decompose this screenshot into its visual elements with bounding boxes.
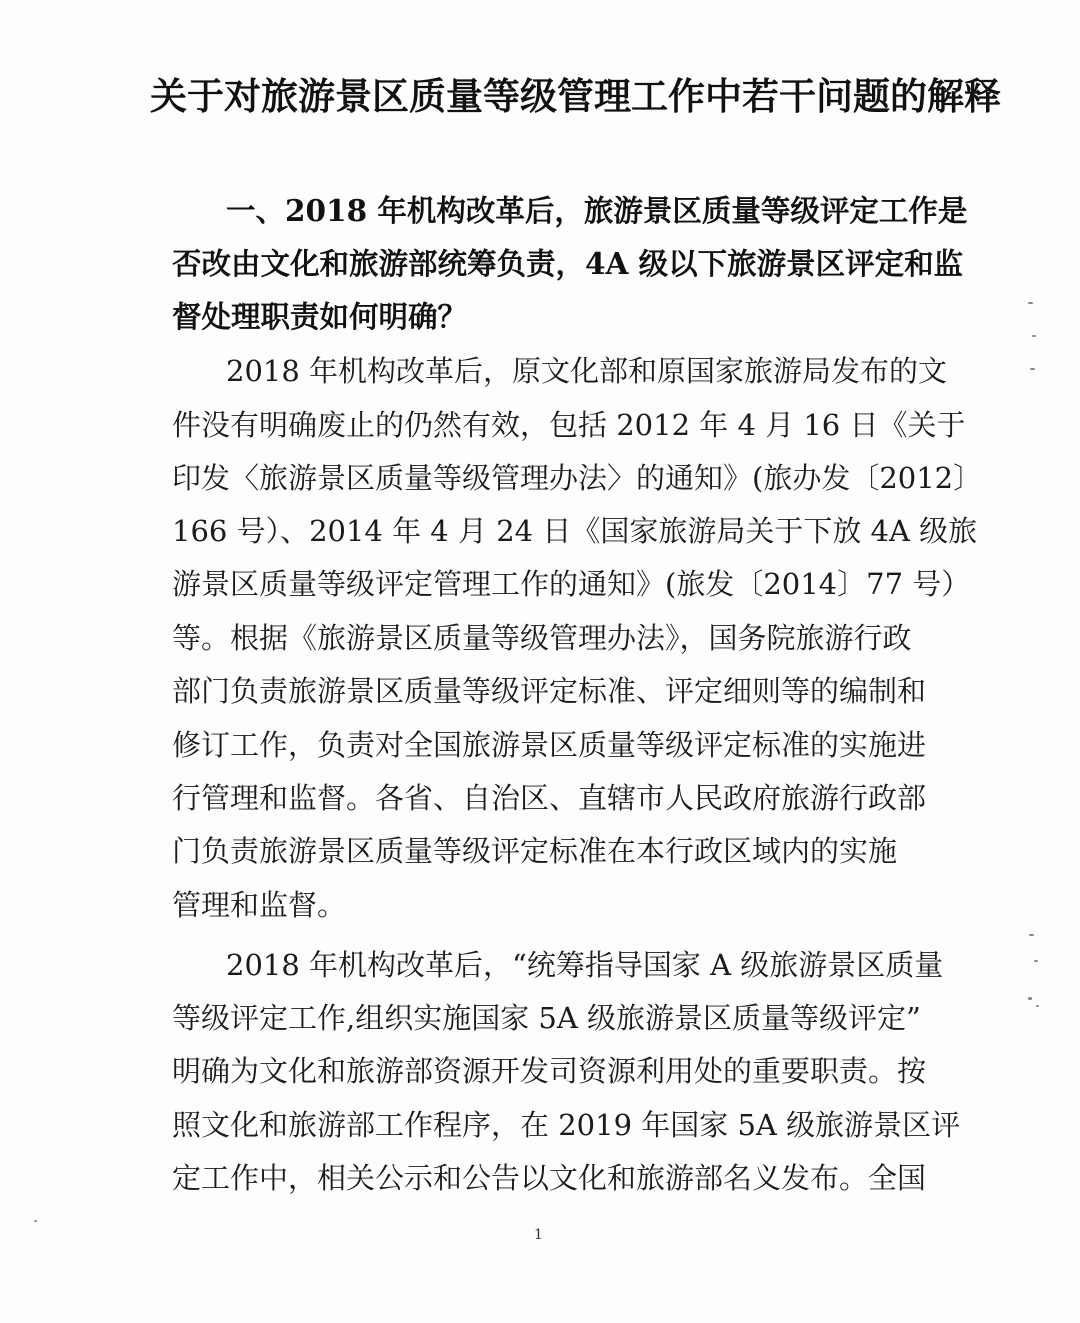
scan-speck xyxy=(1029,934,1034,936)
document-title: 关于对旅游景区质量等级管理工作中若干问题的解释 xyxy=(150,74,1001,118)
paragraph-line: 等。根据《旅游景区质量等级管理办法》，国务院旅游行政 xyxy=(172,621,912,655)
paragraph-line: 定工作中，相关公示和公告以文化和旅游部名义发布。全国 xyxy=(172,1161,927,1195)
paragraph-line: 2018 年机构改革后，原文化部和原国家旅游局发布的文 xyxy=(226,354,948,388)
question-heading-line: 否改由文化和旅游部统筹负责，4A 级以下旅游景区评定和监 xyxy=(172,246,964,281)
paragraph-line: 行管理和监督。各省、自治区、直辖市人民政府旅游行政部 xyxy=(172,781,927,815)
paragraph-line: 修订工作，负责对全国旅游景区质量等级评定标准的实施进 xyxy=(172,728,927,762)
page-number: 1 xyxy=(534,1227,543,1243)
paragraph-line: 等级评定工作,组织实施国家 5A 级旅游景区质量等级评定” xyxy=(172,1001,921,1035)
paragraph-line: 印发〈旅游景区质量等级管理办法〉的通知》(旅办发〔2012〕 xyxy=(172,461,983,495)
paragraph-line: 明确为文化和旅游部资源开发司资源利用处的重要职责。按 xyxy=(172,1054,927,1088)
paragraph-line: 游景区质量等级评定管理工作的通知》(旅发〔2014〕77 号） xyxy=(172,567,971,601)
paragraph-line: 管理和监督。 xyxy=(172,888,347,922)
paragraph-line: 照文化和旅游部工作程序，在 2019 年国家 5A 级旅游景区评 xyxy=(172,1108,961,1142)
paragraph-line: 2018 年机构改革后，“统筹指导国家 A 级旅游景区质量 xyxy=(226,948,944,982)
scan-speck xyxy=(1032,335,1036,337)
scan-speck xyxy=(34,1220,37,1222)
question-heading-line: 一、2018 年机构改革后，旅游景区质量等级评定工作是 xyxy=(226,193,968,228)
paragraph-line: 部门负责旅游景区质量等级评定标准、评定细则等的编制和 xyxy=(172,674,927,708)
scan-speck xyxy=(1034,960,1038,962)
scan-speck xyxy=(1028,997,1032,1000)
scan-speck xyxy=(1030,368,1035,370)
question-heading-line: 督处理职责如何明确？ xyxy=(172,299,468,334)
scan-speck xyxy=(1036,1005,1039,1007)
paragraph-line: 166 号）、2014 年 4 月 24 日《国家旅游局关于下放 4A 级旅 xyxy=(172,514,978,548)
paragraph-line: 门负责旅游景区质量等级评定标准在本行政区域内的实施 xyxy=(172,834,898,868)
scan-speck xyxy=(1028,302,1033,304)
paragraph-line: 件没有明确废止的仍然有效，包括 2012 年 4 月 16 日《关于 xyxy=(172,408,966,442)
